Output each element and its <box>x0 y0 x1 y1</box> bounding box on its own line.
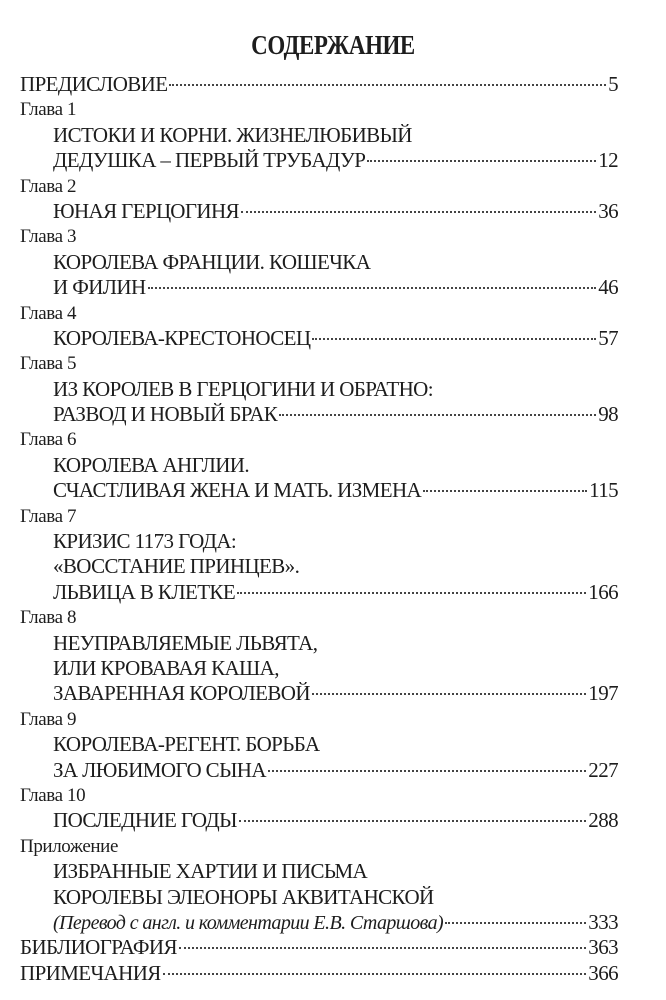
page-number: 197 <box>588 681 618 706</box>
chapter-label-text: Глава 2 <box>20 175 77 197</box>
dot-leader <box>312 693 586 695</box>
chapter-title-line[interactable] <box>20 148 618 173</box>
chapter-label-text: Глава 8 <box>20 607 77 629</box>
dot-leader <box>268 770 586 772</box>
chapter-title-line[interactable] <box>20 478 618 503</box>
page-number: 46 <box>598 275 618 300</box>
chapter-label-text: Глава 5 <box>20 353 77 375</box>
chapter-title-line-text: «ВОССТАНИЕ ПРИНЦЕВ». <box>53 554 300 579</box>
chapter-title-line[interactable] <box>20 326 618 351</box>
chapter-title-line-text: ЛЬВИЦА В КЛЕТКЕ <box>53 579 236 604</box>
page-number: 366 <box>588 960 618 985</box>
toc-entry-preface[interactable] <box>20 72 618 97</box>
page-number: 12 <box>598 148 618 173</box>
chapter-title-line-text: СЧАСТЛИВАЯ ЖЕНА И МАТЬ. ИЗМЕНА <box>53 478 422 503</box>
appendix-title-line-text: КОРОЛЕВЫ ЭЛЕОНОРЫ АКВИТАНСКОЙ <box>53 884 434 909</box>
dot-leader <box>445 922 586 924</box>
chapter-label <box>20 427 618 452</box>
chapter-title-line-text: КОРОЛЕВА-КРЕСТОНОСЕЦ <box>53 325 311 350</box>
page-number: 57 <box>598 325 618 350</box>
chapter-title-line[interactable] <box>20 402 618 427</box>
chapter-title-line <box>20 377 618 402</box>
page-number: 227 <box>588 757 618 782</box>
chapter-title-line <box>20 656 618 681</box>
chapter-title-line <box>20 453 618 478</box>
chapter-title-line-text: ЮНАЯ ГЕРЦОГИНЯ <box>53 198 239 223</box>
chapter-title-line-text: ЗА ЛЮБИМОГО СЫНА <box>53 757 266 782</box>
dot-leader <box>241 211 596 213</box>
page-number: 363 <box>588 935 618 960</box>
chapter-title-line-text: КРИЗИС 1173 ГОДА: <box>53 529 237 554</box>
table-of-contents <box>20 72 618 986</box>
chapter-label <box>20 224 618 249</box>
page-number: 36 <box>598 198 618 223</box>
chapter-title-line <box>20 123 618 148</box>
dot-leader <box>237 592 586 594</box>
chapter-title-line-text: ЗАВАРЕННАЯ КОРОЛЕВОЙ <box>53 681 310 706</box>
chapter-label-text: Глава 7 <box>20 505 77 527</box>
chapter-title-line[interactable] <box>20 580 618 605</box>
dot-leader <box>239 820 586 822</box>
chapter-title-line-text: ИЗ КОРОЛЕВ В ГЕРЦОГИНИ И ОБРАТНО: <box>53 376 433 401</box>
chapter-label-text: Глава 9 <box>20 708 77 730</box>
dot-leader <box>423 490 587 492</box>
chapter-title-line <box>20 554 618 579</box>
page-number: 115 <box>589 478 618 503</box>
toc-entry-notes-text: ПРИМЕЧАНИЯ <box>20 960 161 985</box>
appendix-note[interactable] <box>20 910 618 935</box>
page-number: 333 <box>588 909 618 934</box>
appendix-title-line-text: ИЗБРАННЫЕ ХАРТИИ И ПИСЬМА <box>53 859 368 884</box>
chapter-title-line[interactable] <box>20 275 618 300</box>
chapter-title-line-text: КОРОЛЕВА ФРАНЦИИ. КОШЕЧКА <box>53 249 371 274</box>
dot-leader <box>312 338 596 340</box>
dot-leader <box>169 84 606 86</box>
page-number: 166 <box>588 579 618 604</box>
dot-leader <box>163 973 587 975</box>
page-number: 288 <box>588 808 618 833</box>
dot-leader <box>179 947 586 949</box>
chapter-title-line <box>20 631 618 656</box>
chapter-label-text: Глава 10 <box>20 784 86 806</box>
chapter-title-line <box>20 732 618 757</box>
dot-leader <box>279 414 596 416</box>
toc-entry-notes[interactable] <box>20 961 618 986</box>
chapter-title-line-text: НЕУПРАВЛЯЕМЫЕ ЛЬВЯТА, <box>53 630 318 655</box>
chapter-title-line-text: КОРОЛЕВА-РЕГЕНТ. БОРЬБА <box>53 732 320 757</box>
chapter-title-line <box>20 250 618 275</box>
chapter-label-text: Глава 6 <box>20 429 77 451</box>
chapter-label <box>20 174 618 199</box>
dot-leader <box>148 287 597 289</box>
appendix-title-line <box>20 859 618 884</box>
appendix-label <box>20 834 618 859</box>
toc-entry-bibliography[interactable] <box>20 935 618 960</box>
chapter-title-line-text: КОРОЛЕВА АНГЛИИ. <box>53 452 249 477</box>
chapter-label-text: Глава 3 <box>20 226 77 248</box>
chapter-label <box>20 504 618 529</box>
chapter-title-line[interactable] <box>20 758 618 783</box>
chapter-label-text: Глава 4 <box>20 302 77 324</box>
chapter-title-line-text: И ФИЛИН <box>53 275 146 300</box>
chapter-label <box>20 707 618 732</box>
chapter-title-line-text: ДЕДУШКА – ПЕРВЫЙ ТРУБАДУР <box>53 148 366 173</box>
chapter-title-line-text: ИЛИ КРОВАВАЯ КАША, <box>53 655 279 680</box>
chapter-label <box>20 351 618 376</box>
chapter-label <box>20 97 618 122</box>
toc-entry-preface-text: ПРЕДИСЛОВИЕ <box>20 72 168 96</box>
appendix-title-line <box>20 885 618 910</box>
chapter-title-line-text: РАЗВОД И НОВЫЙ БРАК <box>53 402 278 427</box>
toc-entry-bibliography-text: БИБЛИОГРАФИЯ <box>20 935 177 960</box>
chapter-title-line[interactable] <box>20 199 618 224</box>
dot-leader <box>367 160 596 162</box>
appendix-label-text: Приложение <box>20 835 118 857</box>
chapter-title-line-text: ПОСЛЕДНИЕ ГОДЫ <box>53 808 237 833</box>
chapter-title-line[interactable] <box>20 681 618 706</box>
chapter-title-line <box>20 529 618 554</box>
page-number: 5 <box>608 72 618 96</box>
appendix-note-text: (Перевод с англ. и комментарии Е.В. Старшова) <box>53 911 444 934</box>
chapter-label-text: Глава 1 <box>20 99 77 121</box>
page-title: СОДЕРЖАНИЕ <box>251 30 415 60</box>
chapter-title-line-text: ИСТОКИ И КОРНИ. ЖИЗНЕЛЮБИВЫЙ <box>53 122 412 147</box>
page-number: 98 <box>598 402 618 427</box>
chapter-label <box>20 301 618 326</box>
chapter-label <box>20 605 618 630</box>
chapter-title-line[interactable] <box>20 808 618 833</box>
chapter-label <box>20 783 618 808</box>
